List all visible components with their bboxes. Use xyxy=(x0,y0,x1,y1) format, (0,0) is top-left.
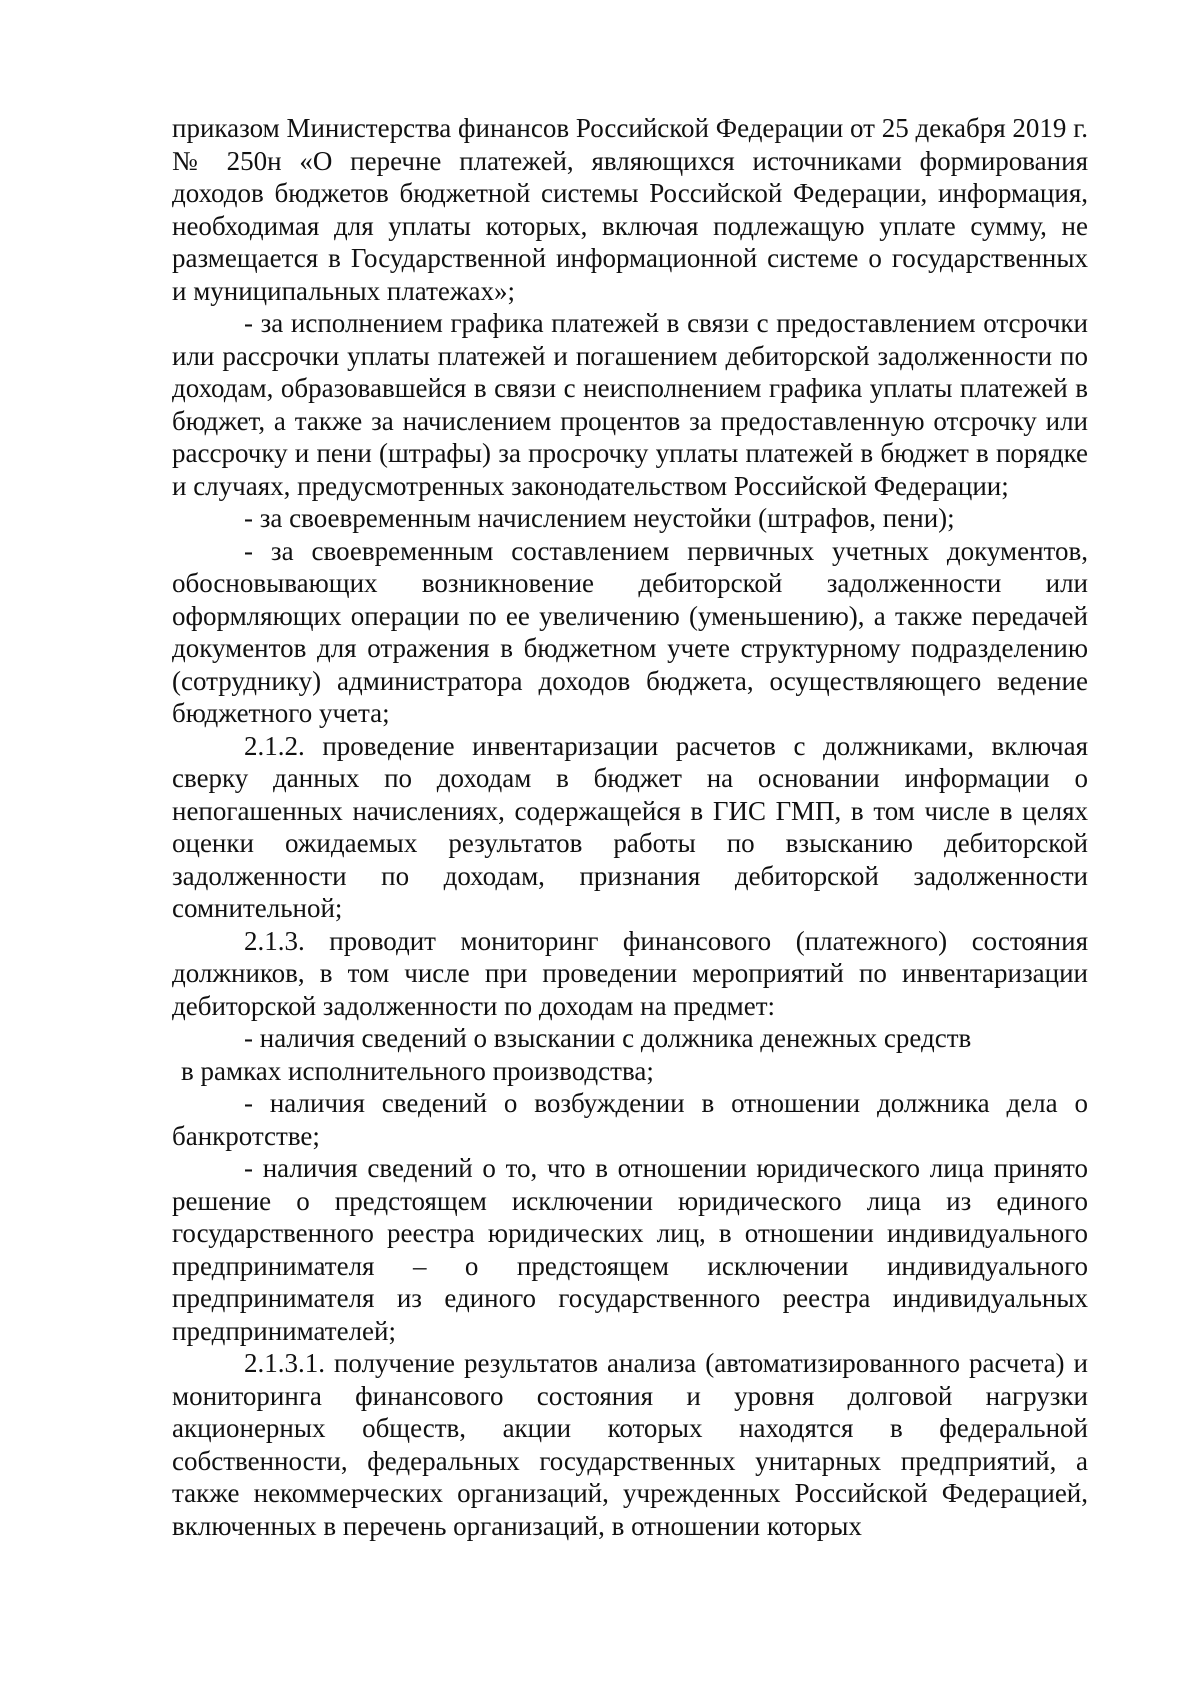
paragraph-registry-exclusion: - наличия сведений о то, что в отношении юридического лица принято решение о предстоящем исключении юридического лица из единого государственного реестра юридических лиц, в отношении индивидуального предпринимателя – о предстоящем исключении индивидуального предпринимателя из единого государственного реестра индивидуальных предпринимателей; xyxy=(172,1153,1088,1346)
paragraph-payment-schedule-control: - за исполнением графика платежей в связи с предоставлением отсрочки или рассрочки уплаты платежей и погашением дебиторской задолженности по доходам, образовавшейся в связи с неисполнением графика уплаты платежей в бюджет, а также за начислением процентов за предоставленную отсрочку или рассрочку и пени (штрафы) за просрочку уплаты платежей в бюджет в порядке и случаях, предусмотренных законодательством Российской Федерации; xyxy=(172,308,1088,501)
paragraph-enforcement-proceedings: в рамках исполнительного производства; xyxy=(181,1055,654,1086)
paragraph-penalty-accrual: - за своевременным начислением неустойки (штрафов, пени); xyxy=(244,503,955,533)
paragraph-enforcement-recovery: - наличия сведений о взыскании с должника денежных средств xyxy=(244,1023,972,1053)
paragraph-primary-documents: - за своевременным составлением первичных учетных документов, обосновывающих возникновение дебиторской задолженности или оформляющих операции по ее увеличению (уменьшению), а также передачей документов для отражения в бюджетном учете структурному подразделению (сотруднику) администратора доходов бюджета, осуществляющего ведение бюджетного учета; xyxy=(172,535,1088,728)
paragraph-bankruptcy: - наличия сведений о возбуждении в отношении должника дела о банкротстве; xyxy=(172,1088,1088,1151)
paragraph-2-1-3-1-analysis: 2.1.3.1. получение результатов анализа (автоматизированного расчета) и мониторинга финансового состояния и уровня долговой нагрузки акционерных обществ, акции которых находятся в федеральной собственности, федеральных государственных унитарных предприятий, а также некоммерческих организаций, учрежденных Российской Федерацией, включенных в перечень организаций, в отношении которых xyxy=(172,1348,1088,1541)
paragraph-order-reference: приказом Министерства финансов Российской Федерации от 25 декабря 2019 г. № 250н «О перечне платежей, являющихся источниками формирования доходов бюджетов бюджетной системы Российской Федерации, информация, необходимая для уплаты которых, включая подлежащую уплате сумму, не размещается в Государственной информационной системе о государственных и муниципальных платежах»; xyxy=(172,113,1088,306)
paragraph-2-1-3-monitoring: 2.1.3. проводит мониторинг финансового (платежного) состояния должников, в том числе при проведении мероприятий по инвентаризации дебиторской задолженности по доходам на предмет: xyxy=(172,925,1088,1021)
paragraph-2-1-2-inventory: 2.1.2. проведение инвентаризации расчетов с должниками, включая сверку данных по доходам в бюджет на основании информации о непогашенных начислениях, содержащейся в ГИС ГМП, в том числе в целях оценки ожидаемых результатов работы по взысканию дебиторской задолженности по доходам, признания дебиторской задолженности сомнительной; xyxy=(172,730,1088,923)
document-page xyxy=(172,112,1088,1542)
